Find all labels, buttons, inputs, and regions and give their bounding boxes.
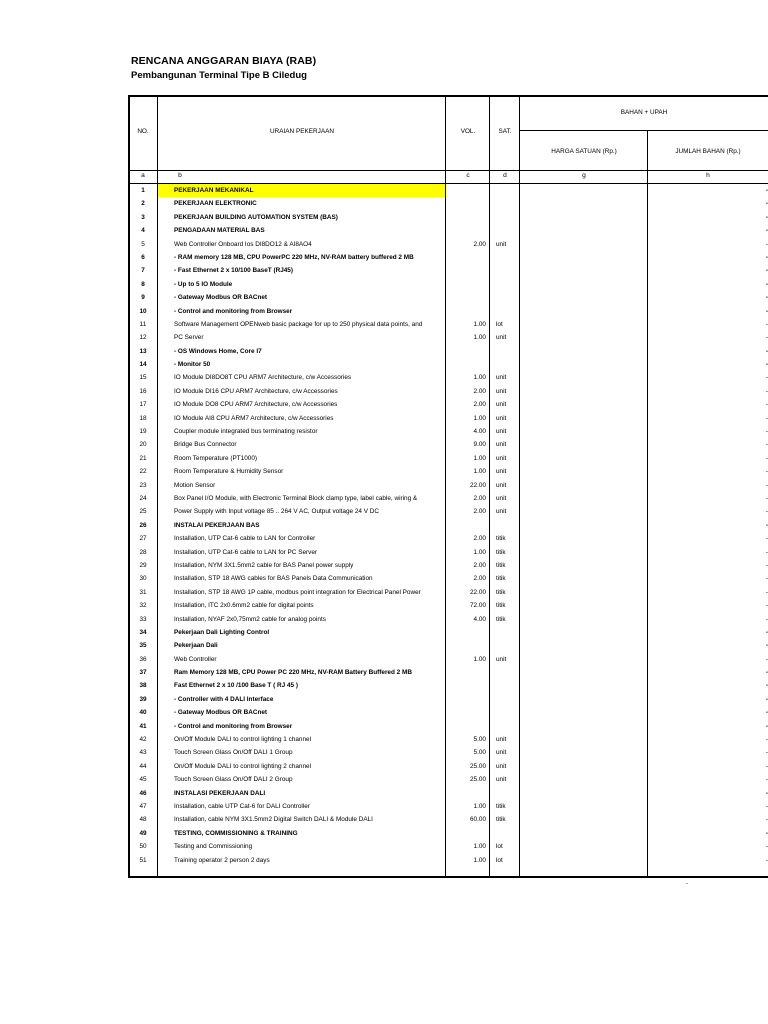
row-volume: 22.00: [470, 481, 486, 489]
col-line-vol: [489, 95, 490, 878]
row-description: Fast Ethernet 2 x 10 /100 Base T ( RJ 45 ): [174, 682, 298, 690]
row-jumlah: -: [765, 213, 768, 221]
row-no: 51: [139, 856, 147, 864]
row-volume: 1.00: [473, 548, 486, 556]
row-unit: titik: [496, 602, 506, 610]
row-jumlah: -: [765, 776, 768, 784]
table-row: [128, 800, 768, 813]
table-row: [128, 412, 768, 425]
row-no: 33: [139, 615, 147, 623]
row-volume: 1.00: [473, 468, 486, 476]
row-jumlah: -: [765, 387, 768, 395]
row-volume: 4.00: [473, 615, 486, 623]
row-volume: 72.00: [470, 602, 486, 610]
table-row: [128, 760, 768, 773]
row-description: Testing and Commissioning: [174, 843, 253, 851]
row-no: 24: [139, 494, 147, 502]
row-description: IO Module DI8DO8T CPU ARM7 Architecture, c/w Accessories: [174, 374, 352, 382]
row-jumlah: -: [765, 682, 768, 690]
row-no: 28: [139, 548, 147, 556]
row-unit: unit: [496, 481, 507, 489]
table-row: [128, 291, 768, 304]
letter-d: d: [503, 172, 507, 179]
table-row: [128, 492, 768, 505]
row-jumlah: -: [765, 468, 768, 476]
row-description: Ram Memory 128 MB, CPU Power PC 220 MHz, NV-RAM Battery Buffered 2 MB: [174, 669, 412, 677]
row-jumlah: -: [765, 762, 768, 770]
row-no: 1: [141, 187, 145, 194]
table-row: [128, 720, 768, 733]
row-no: 41: [139, 722, 147, 730]
row-description: Room Temperature & Humidity Sensor: [174, 468, 284, 476]
row-no: 9: [141, 294, 145, 302]
row-unit: titik: [496, 575, 506, 583]
row-description: Power Supply with Input voltage 85 .. 264 V AC, Output voltage 24 V DC: [174, 508, 379, 516]
table-row: [128, 331, 768, 344]
header-sat: SAT.: [498, 128, 512, 135]
row-jumlah: -: [765, 294, 768, 302]
row-jumlah: -: [765, 669, 768, 677]
letter-c: c: [466, 172, 470, 179]
row-description: - OS Windows Home, Core I7: [174, 347, 262, 355]
row-unit: unit: [496, 414, 507, 422]
row-jumlah: -: [765, 575, 768, 583]
row-description: - Control and monitoring from Browser: [174, 722, 293, 730]
row-no: 32: [139, 602, 147, 610]
col-line-no: [157, 95, 158, 878]
row-unit: unit: [496, 655, 507, 663]
row-description: Room Temperature (PT1000): [174, 454, 257, 462]
row-volume: 25.00: [470, 776, 486, 784]
table-row: [128, 773, 768, 786]
row-no: 17: [139, 401, 147, 409]
table-row: [128, 599, 768, 612]
row-unit: titik: [496, 615, 506, 623]
row-jumlah: -: [765, 334, 768, 342]
row-jumlah: -: [765, 655, 768, 663]
table-row: [128, 586, 768, 599]
row-no: 23: [139, 481, 147, 489]
row-jumlah: -: [765, 789, 768, 797]
row-unit: unit: [496, 749, 507, 757]
row-jumlah: -: [765, 347, 768, 355]
table-row: [128, 278, 768, 291]
row-jumlah: -: [765, 642, 768, 650]
row-description: Installation, UTP Cat-6 cable to LAN for PC Server: [174, 548, 318, 556]
row-description: Box Panel I/O Module, with Electronic Terminal Block clamp type, label cable, wiring &: [174, 494, 418, 502]
row-jumlah: -: [765, 280, 768, 288]
row-jumlah: -: [765, 722, 768, 730]
row-jumlah: -: [765, 829, 768, 837]
row-description: PC Server: [174, 334, 204, 342]
table-row: [128, 224, 768, 237]
row-jumlah: -: [765, 535, 768, 543]
row-jumlah: -: [765, 588, 768, 596]
row-unit: titik: [496, 588, 506, 596]
row-jumlah: -: [765, 749, 768, 757]
table-row: [128, 827, 768, 840]
row-jumlah: -: [765, 401, 768, 409]
table-row: [128, 572, 768, 585]
row-description: - RAM memory 128 MB, CPU PowerPC 220 MHz, NV-RAM battery buffered 2 MB: [174, 253, 414, 261]
border-bottom: [128, 876, 768, 878]
row-volume: 1.00: [473, 454, 486, 462]
col-line-harga: [647, 130, 648, 878]
row-no: 26: [139, 521, 147, 529]
row-unit: unit: [496, 387, 507, 395]
row-no: 2: [141, 200, 145, 208]
row-unit: unit: [496, 468, 507, 476]
table-row: [128, 813, 768, 826]
row-jumlah: -: [765, 521, 768, 529]
row-jumlah: -: [765, 494, 768, 502]
col-line-sat: [519, 95, 520, 878]
row-jumlah: -: [765, 361, 768, 369]
header-harga-satuan: HARGA SATUAN (Rp.): [551, 148, 617, 155]
letter-row-line: [128, 183, 768, 184]
row-jumlah: -: [765, 736, 768, 744]
row-unit: unit: [496, 428, 507, 436]
row-unit: unit: [496, 374, 507, 382]
row-description: Installation, NYAF 2x0,75mm2 cable for analog points: [174, 615, 326, 623]
row-description: Software Management OPENweb basic package for up to 250 physical data points, and: [174, 320, 423, 328]
table-row: [128, 264, 768, 277]
table-row: [128, 385, 768, 398]
letter-a: a: [141, 172, 145, 179]
row-description: Installation, NYM 3X1.5mm2 cable for BAS Panel power supply: [174, 561, 354, 569]
table-row: [128, 305, 768, 318]
row-no: 10: [139, 307, 147, 315]
row-description: - Controller with 4 DALI Interface: [174, 695, 274, 703]
table-row: [128, 479, 768, 492]
row-no: 36: [139, 655, 147, 663]
row-no: 47: [139, 802, 147, 810]
row-volume: 60.00: [470, 816, 486, 824]
row-jumlah: -: [765, 856, 768, 864]
row-no: 25: [139, 508, 147, 516]
table-row: [128, 345, 768, 358]
row-unit: unit: [496, 508, 507, 516]
row-no: 3: [141, 213, 145, 221]
header-bahan-upah: BAHAN + UPAH: [620, 109, 668, 116]
row-no: 15: [139, 374, 147, 382]
row-no: 4: [141, 227, 145, 235]
row-unit: titik: [496, 535, 506, 543]
row-description: - Gateway Modbus OR BACnet: [174, 709, 268, 717]
row-unit: unit: [496, 334, 507, 342]
table-row: [128, 706, 768, 719]
row-description: PEKERJAAN MEKANIKAL: [174, 187, 254, 194]
row-description: Touch Screen Glass On/Off DALI 1 Group: [174, 749, 293, 757]
row-volume: 1.00: [473, 856, 486, 864]
table-row: [128, 358, 768, 371]
row-description: On/Off Module DALI to control lighting 2 channel: [174, 762, 312, 770]
row-unit: lot: [496, 856, 503, 864]
row-volume: 1.00: [473, 374, 486, 382]
row-no: 50: [139, 843, 147, 851]
document-title: RENCANA ANGGARAN BIAYA (RAB): [131, 55, 317, 67]
row-no: 43: [139, 749, 147, 757]
row-volume: 2.00: [473, 508, 486, 516]
row-description: Pekerjaan Dali Lighting Control: [174, 628, 270, 636]
row-description: - Fast Ethernet 2 x 10/100 BaseT (RJ45): [174, 267, 293, 275]
letter-b: b: [178, 172, 182, 179]
row-volume: 25.00: [470, 762, 486, 770]
row-no: 37: [139, 669, 147, 677]
row-volume: 2.00: [473, 387, 486, 395]
row-jumlah: -: [765, 187, 768, 194]
row-unit: unit: [496, 736, 507, 744]
row-description: PEKERJAAN ELEKTRONIC: [174, 200, 257, 208]
row-no: 48: [139, 816, 147, 824]
table-row: [128, 452, 768, 465]
row-volume: 22.00: [470, 588, 486, 596]
row-no: 42: [139, 736, 147, 744]
row-jumlah: -: [765, 628, 768, 636]
table-row: [128, 613, 768, 626]
row-no: 38: [139, 682, 147, 690]
row-volume: 1.00: [473, 655, 486, 663]
row-description: INSTALASI PEKERJAAN DALI: [174, 789, 266, 797]
row-volume: 2.00: [473, 575, 486, 583]
end-mark: -: [686, 881, 688, 887]
bahan-divider: [520, 130, 768, 131]
letter-g: g: [582, 172, 586, 179]
row-unit: unit: [496, 240, 507, 248]
row-description: TESTING, COMMISSIONING & TRAINING: [174, 829, 298, 837]
table-row: [128, 318, 768, 331]
row-unit: unit: [496, 441, 507, 449]
table-row: [128, 465, 768, 478]
row-volume: 5.00: [473, 749, 486, 757]
row-unit: lot: [496, 320, 503, 328]
row-jumlah: -: [765, 253, 768, 261]
row-no: 46: [139, 789, 147, 797]
row-no: 49: [139, 829, 147, 837]
row-jumlah: -: [765, 320, 768, 328]
row-description: - Gateway Modbus OR BACnet: [174, 294, 268, 302]
row-description: Bridge Bus Connector: [174, 441, 237, 449]
table-row: [128, 505, 768, 518]
row-description: Motion Sensor: [174, 481, 216, 489]
row-no: 40: [139, 709, 147, 717]
row-volume: 9.00: [473, 441, 486, 449]
table-row: [128, 679, 768, 692]
row-unit: titik: [496, 816, 506, 824]
row-unit: unit: [496, 494, 507, 502]
row-jumlah: -: [765, 481, 768, 489]
table-row: [128, 840, 768, 853]
table-row: [128, 519, 768, 532]
row-description: Installation, UTP Cat-6 cable to LAN for Controller: [174, 535, 316, 543]
row-description: Coupler module integrated bus terminating resistor: [174, 428, 318, 436]
row-no: 18: [139, 414, 147, 422]
row-no: 34: [139, 628, 147, 636]
header-vol: VOL.: [460, 128, 476, 135]
row-volume: 1.00: [473, 843, 486, 851]
row-unit: unit: [496, 762, 507, 770]
row-jumlah: -: [765, 816, 768, 824]
row-description: Installation, STP 18 AWG cables for BAS Panels Data Communication: [174, 575, 373, 583]
row-description: Installation, ITC 2x0.6mm2 cable for digital points: [174, 602, 314, 610]
table-row: [128, 371, 768, 384]
row-jumlah: -: [765, 615, 768, 623]
row-volume: 1.00: [473, 414, 486, 422]
row-description: IO Module AI8 CPU ARM7 Architecture, c/w Accessories: [174, 414, 334, 422]
row-volume: 2.00: [473, 561, 486, 569]
row-jumlah: -: [765, 508, 768, 516]
table-row: [128, 559, 768, 572]
table-row: [128, 733, 768, 746]
row-no: 21: [139, 454, 147, 462]
row-no: 13: [139, 347, 147, 355]
row-no: 20: [139, 441, 147, 449]
row-jumlah: -: [765, 709, 768, 717]
table-row: [128, 438, 768, 451]
table-row: [128, 746, 768, 759]
table-row: [128, 211, 768, 224]
row-no: 44: [139, 762, 147, 770]
row-no: 19: [139, 428, 147, 436]
row-jumlah: -: [765, 307, 768, 315]
row-jumlah: -: [765, 200, 768, 208]
row-no: 27: [139, 535, 147, 543]
row-no: 6: [141, 253, 145, 261]
document-subtitle: Pembangunan Terminal Tipe B Ciledug: [131, 70, 307, 81]
rab-table: [128, 95, 768, 878]
table-row: [128, 626, 768, 639]
row-volume: 1.00: [473, 320, 486, 328]
row-jumlah: -: [765, 561, 768, 569]
border-top: [128, 95, 768, 97]
row-description: PEKERJAAN BUILDING AUTOMATION SYSTEM (BAS): [174, 213, 338, 221]
row-unit: unit: [496, 776, 507, 784]
table-row: [128, 184, 768, 197]
table-body: [128, 184, 768, 867]
row-description: - Monitor 50: [174, 361, 211, 369]
table-row: [128, 639, 768, 652]
row-unit: titik: [496, 548, 506, 556]
table-row: [128, 197, 768, 210]
table-row: [128, 693, 768, 706]
row-jumlah: -: [765, 428, 768, 436]
table-row: [128, 546, 768, 559]
row-no: 14: [139, 361, 147, 369]
table-row: [128, 398, 768, 411]
row-no: 29: [139, 561, 147, 569]
table-row: [128, 425, 768, 438]
row-no: 8: [141, 280, 145, 288]
row-jumlah: -: [765, 374, 768, 382]
row-no: 12: [139, 334, 147, 342]
row-unit: unit: [496, 454, 507, 462]
row-description: Installation, STP 18 AWG 1P cable, modbus point integration for Electrical Panel Power: [174, 588, 421, 596]
row-description: On/Off Module DALI to control lighting 1 channel: [174, 736, 312, 744]
header-no: NO.: [137, 128, 149, 135]
row-jumlah: -: [765, 267, 768, 275]
row-no: 5: [141, 240, 145, 248]
row-unit: lot: [496, 843, 503, 851]
row-jumlah: -: [765, 441, 768, 449]
row-volume: 2.00: [473, 240, 486, 248]
row-description: Installation, cable NYM 3X1.5mm2 Digital Switch DALI & Module DALI: [174, 816, 373, 824]
row-volume: 2.00: [473, 401, 486, 409]
row-unit: titik: [496, 561, 506, 569]
row-description: Web Controller: [174, 655, 217, 663]
header-jumlah-bahan: JUMLAH BAHAN (Rp.): [675, 148, 741, 155]
row-jumlah: -: [765, 414, 768, 422]
border-left: [128, 95, 130, 878]
row-description: - Up to 5 IO Module: [174, 280, 233, 288]
row-jumlah: -: [765, 843, 768, 851]
col-line-uraian: [445, 95, 446, 878]
row-volume: 2.00: [473, 535, 486, 543]
table-row: [128, 666, 768, 679]
row-volume: 5.00: [473, 736, 486, 744]
row-description: IO Module DI16 CPU ARM7 Architecture, c/w Accessories: [174, 387, 338, 395]
table-row: [128, 653, 768, 666]
row-unit: titik: [496, 802, 506, 810]
row-description: Installation, cable UTP Cat-6 for DALI Controller: [174, 802, 310, 810]
row-no: 22: [139, 468, 147, 476]
row-volume: 1.00: [473, 334, 486, 342]
table-row: [128, 238, 768, 251]
row-volume: 1.00: [473, 802, 486, 810]
row-no: 31: [139, 588, 147, 596]
row-description: INSTALAI PEKERJAAN BAS: [174, 521, 260, 529]
row-no: 11: [139, 320, 147, 328]
row-description: IO Module DO8 CPU ARM7 Architecture, c/w Accessories: [174, 401, 338, 409]
row-no: 7: [141, 267, 145, 275]
row-no: 35: [139, 642, 147, 650]
row-no: 39: [139, 695, 147, 703]
row-jumlah: -: [765, 240, 768, 248]
table-row: [128, 787, 768, 800]
row-jumlah: -: [765, 548, 768, 556]
row-jumlah: -: [765, 602, 768, 610]
header-uraian: URAIAN PEKERJAAN: [270, 128, 334, 135]
row-volume: 4.00: [473, 428, 486, 436]
row-jumlah: -: [765, 802, 768, 810]
row-unit: unit: [496, 401, 507, 409]
row-no: 30: [139, 575, 147, 583]
row-no: 16: [139, 387, 147, 395]
header-bottom-line: [128, 170, 768, 171]
table-row: [128, 532, 768, 545]
row-jumlah: -: [765, 695, 768, 703]
row-description: - Control and monitoring from Browser: [174, 307, 293, 315]
row-jumlah: -: [765, 454, 768, 462]
row-description: Touch Screen Glass On/Off DALI 2 Group: [174, 776, 293, 784]
row-jumlah: -: [765, 227, 768, 235]
row-volume: 2.00: [473, 494, 486, 502]
row-description: Pekerjaan Dali: [174, 642, 218, 650]
row-description: Web Controller Onboard Ios DI8DO12 & AI8AO4: [174, 240, 312, 248]
row-description: Training operator 2 person 2 days: [174, 856, 270, 864]
row-description: PENGADAAN MATERIAL BAS: [174, 227, 265, 235]
row-no: 45: [139, 776, 147, 784]
table-row: [128, 251, 768, 264]
table-row: [128, 854, 768, 867]
letter-h: h: [706, 172, 710, 179]
